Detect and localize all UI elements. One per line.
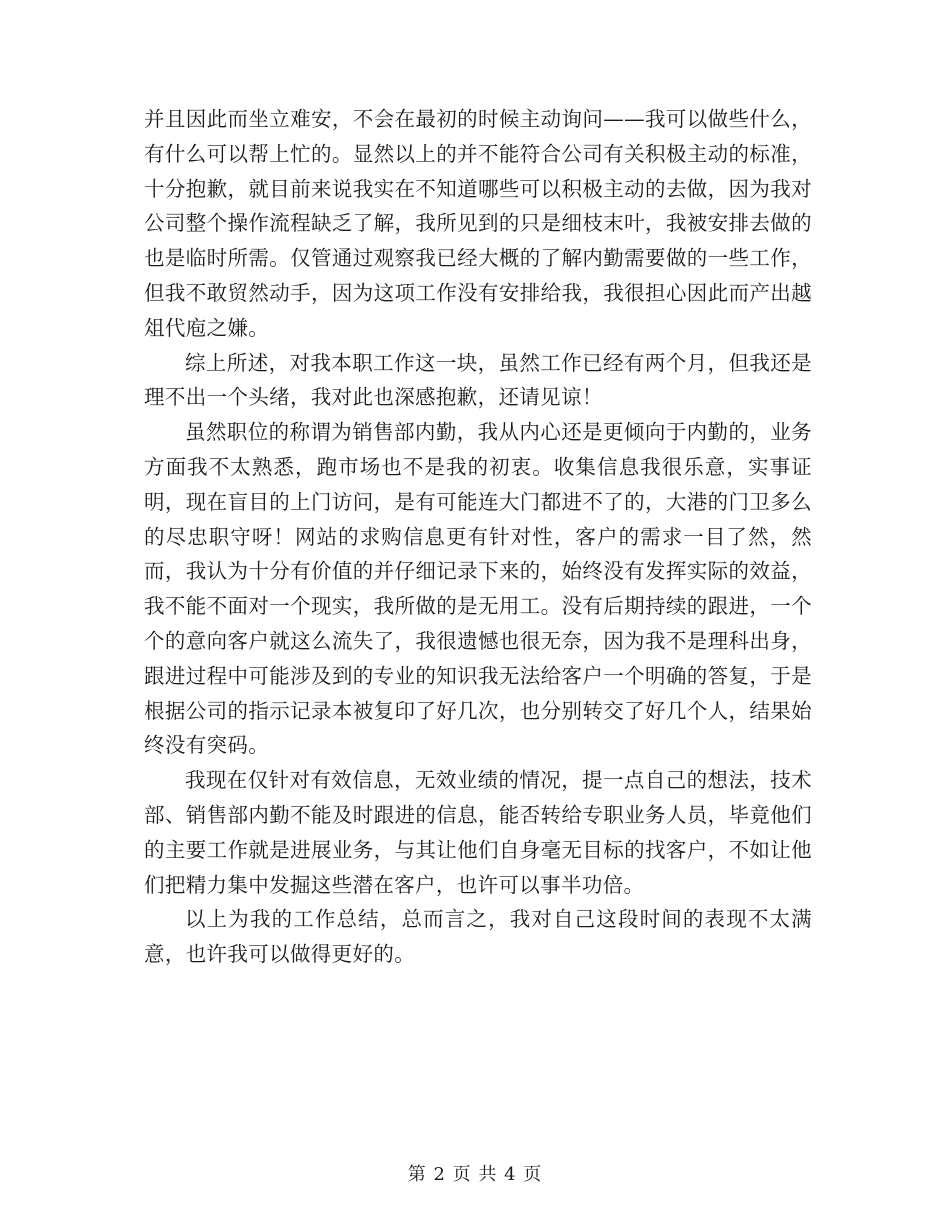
paragraph-2: 综上所述，对我本职工作这一块，虽然工作已经有两个月，但我还是理不出一个头绪，我对此也深感抱歉，还请见谅！ bbox=[144, 350, 812, 410]
document-body bbox=[144, 102, 812, 972]
paragraph-1: 并且因此而坐立难安，不会在最初的时候主动询问——我可以做些什么，有什么可以帮上忙的。显然以上的并不能符合公司有关积极主动的标准，十分抱歉，就目前来说我实在不知道哪些可以积极主动的去做，因为我对公司整个操作流程缺乏了解，我所见到的只是细枝末叶，我被安排去做的也是临时所需。仅管通过观察我已经大概的了解内勤需要做的一些工作，但我不敢贸然动手，因为这项工作没有安排给我，我很担心因此而产出越俎代庖之嫌。 bbox=[144, 107, 812, 340]
paragraph-3: 虽然职位的称谓为销售部内勤，我从内心还是更倾向于内勤的，业务方面我不太熟悉，跑市场也不是我的初衷。收集信息我很乐意，实事证明，现在盲目的上门访问，是有可能连大门都进不了的，大港的门卫多么的尽忠职守呀！网站的求购信息更有针对性，客户的需求一目了然，然而，我认为十分有价值的并仔细记录下来的，始终没有发挥实际的效益，我不能不面对一个现实，我所做的是无用工。没有后期持续的跟进，一个个的意向客户就这么流失了，我很遗憾也很无奈，因为我不是理科出身，跟进过程中可能涉及到的专业的知识我无法给客户一个明确的答复，于是根据公司的指示记录本被复印了好几次，也分别转交了好几个人，结果始终没有突码。 bbox=[144, 420, 812, 758]
paragraph-5: 以上为我的工作总结，总而言之，我对自己这段时间的表现不太满意，也许我可以做得更好的。 bbox=[144, 907, 812, 967]
paragraph-4: 我现在仅针对有效信息，无效业绩的情况，提一点自己的想法，技术部、销售部内勤不能及时跟进的信息，能否转给专职业务人员，毕竟他们的主要工作就是进展业务，与其让他们自身毫无目标的找客户，不如让他们把精力集中发掘这些潜在客户，也许可以事半功倍。 bbox=[144, 768, 812, 897]
page-number-footer: 第 2 页 共 4 页 bbox=[407, 1164, 543, 1185]
